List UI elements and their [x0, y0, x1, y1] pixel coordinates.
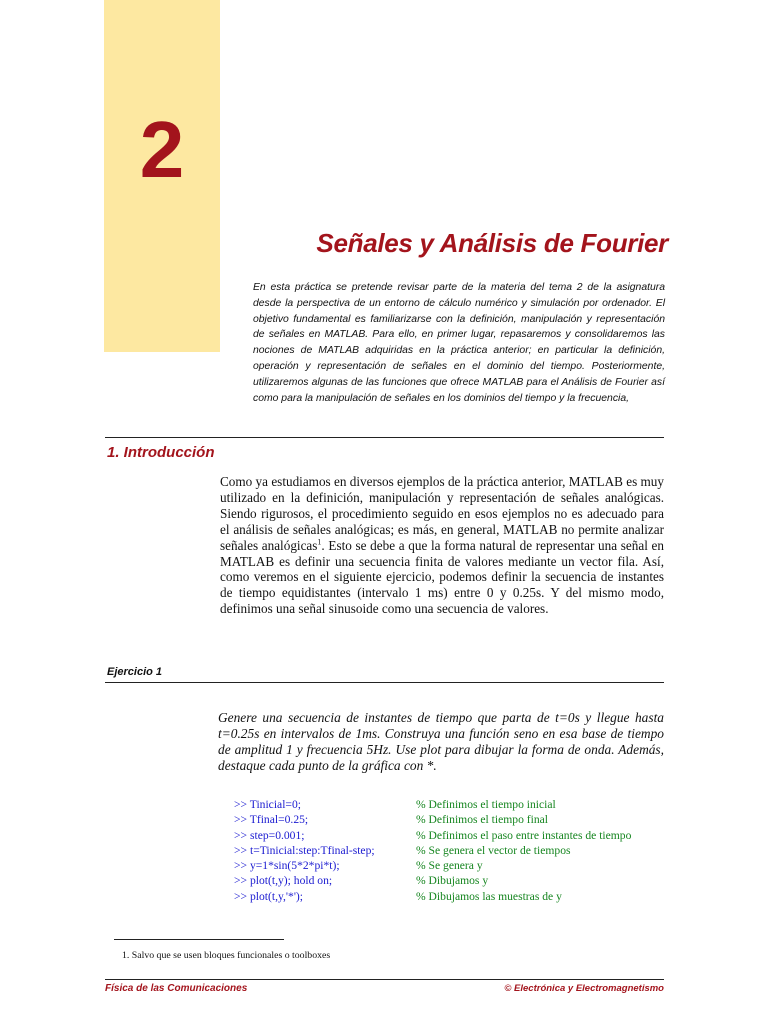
code-line [234, 812, 674, 827]
code-comment: % Dibujamos y [416, 874, 489, 888]
chapter-title: Señales y Análisis de Fourier [316, 228, 668, 258]
footer-department: © Electrónica y Electromagnetismo [504, 983, 664, 994]
code-line [234, 889, 674, 904]
code-line [234, 858, 674, 873]
footnote-marker[interactable]: 1 [317, 537, 322, 547]
code-comment: % Definimos el tiempo inicial [416, 798, 556, 811]
code-command: >> step=0.001; [234, 828, 305, 842]
intro-text-part1: Como ya estudiamos en diversos ejemplos de la práctica anterior, MATLAB es muy utilizado en la definición, manipulación y representación de señales analógicas. Siendo rigurosos, el procedimiento seguido en esos ejemplos no es adecuado para el análisis de señales analógicas; es más, en general, MATLAB no permite analizar señales analógicas [220, 474, 664, 553]
code-comment: % Se genera el vector de tiempos [416, 843, 571, 857]
chapter-abstract: En esta práctica se pretende revisar parte de la materia del tema 2 de la asignatura desde la perspectiva de un entorno de cálculo numérico y simulación por ordenador. El objetivo fundamental es familiarizarse con la definición, manipulación y representación de señales en MATLAB. Para ello, en primer lugar, repasaremos y consolidaremos las nociones de MATLAB adquiridas en la práctica anterior; en particular la definición, operación y representación de señales en el dominio del tiempo. Posteriormente, utilizaremos algunas de las funciones que ofrece MATLAB para el Análisis de Fourier así como para la manipulación de señales en los dominios del tiempo y la frecuencia, [253, 282, 665, 404]
code-command: >> plot(t,y,'*'); [234, 889, 303, 903]
code-line [234, 873, 674, 888]
exercise-statement: Genere una secuencia de instantes de tiempo que parta de t=0s y llegue hasta t=0.25s en intervalos de 1ms. Construya una función seno en esa base de tiempo de amplitud 1 y frecuencia 5Hz. Use plot para dibujar la forma de onda. Además, destaque cada punto de la gráfica con *. [218, 710, 664, 773]
code-command: >> y=1*sin(5*2*pi*t); [234, 859, 340, 873]
section-divider [105, 437, 664, 438]
code-block [234, 797, 674, 904]
section-heading: 1. Introducción [107, 444, 215, 461]
code-command: >> t=Tinicial:step:Tfinal-step; [234, 843, 375, 857]
code-command: >> Tinicial=0; [234, 798, 301, 811]
code-comment: % Definimos el paso entre instantes de tiempo [416, 828, 632, 842]
code-comment: % Se genera y [416, 859, 483, 873]
code-comment: % Definimos el tiempo final [416, 813, 549, 827]
footer-course-title: Física de las Comunicaciones [105, 983, 248, 994]
code-command: >> plot(t,y); hold on; [234, 874, 333, 888]
exercise-label: Ejercicio 1 [107, 666, 163, 678]
code-line [234, 843, 674, 858]
intro-paragraph [220, 474, 664, 617]
code-command: >> Tfinal=0.25; [234, 813, 309, 827]
code-line [234, 828, 674, 843]
chapter-number: 2 [139, 105, 185, 194]
intro-text-part2: . Esto se debe a que la forma natural de representar una señal en MATLAB es definir una secuencia finita de valores mediante un vector fila. Así, como veremos en el siguiente ejercicio, podemos definir la secuencia de instantes de tiempo equidistantes (intervalo 1 ms) entre 0 y 0.25s. Y del mismo modo, definimos una señal sinusoide como una secuencia de valores. [220, 537, 664, 617]
exercise-divider [105, 682, 664, 683]
footnote-text: 1. Salvo que se usen bloques funcionales o toolboxes [122, 950, 331, 961]
code-line [234, 797, 674, 812]
footnote-separator [114, 939, 284, 940]
code-comment: % Dibujamos las muestras de y [416, 889, 562, 903]
footer-divider [105, 979, 664, 980]
